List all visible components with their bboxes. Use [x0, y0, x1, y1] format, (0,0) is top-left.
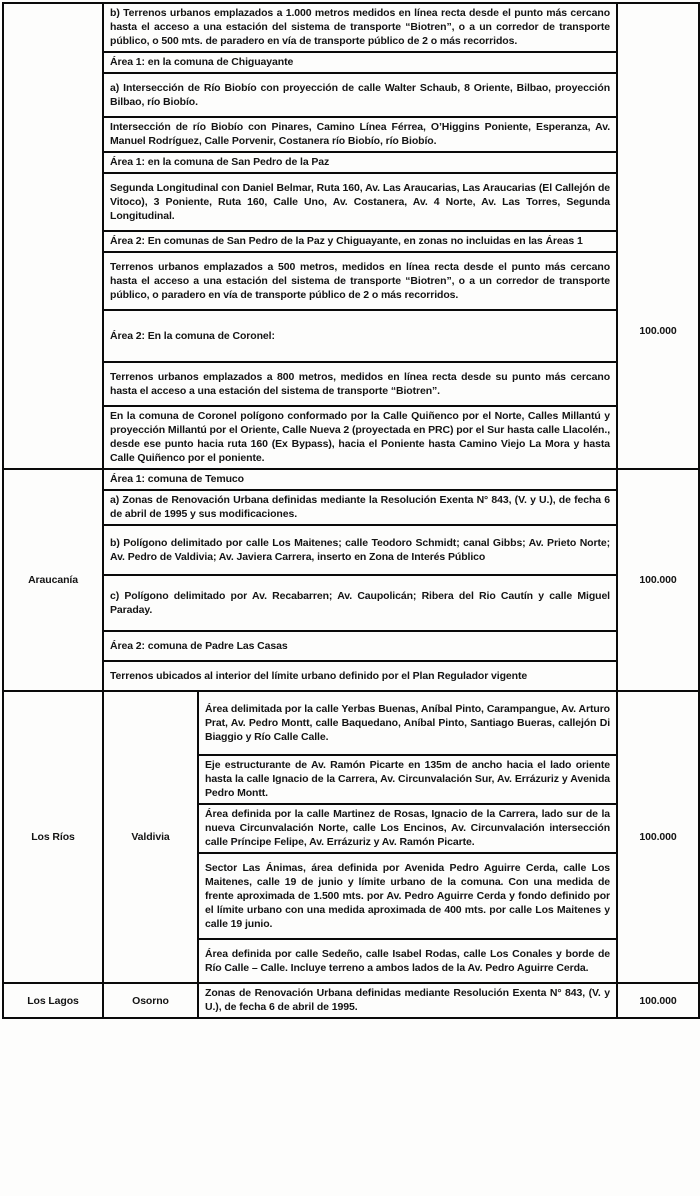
- area-header-cell: Área 2: En la comuna de Coronel:: [103, 310, 617, 362]
- zone-description-cell: a) Intersección de Río Biobío con proyección de calle Walter Schaub, 8 Oriente, Bilbao, proyección Bilbao, río Biobío.: [103, 73, 617, 117]
- zone-description-cell: Terrenos urbanos emplazados a 500 metros, medidos en línea recta desde el punto más cercano hasta el acceso a una estación del sistema de transporte “Biotren”, o a un corredor de transporte público, o paradero en vía de transporte público de 2 o más recorridos.: [103, 252, 617, 310]
- value-cell: 100.000: [617, 983, 699, 1018]
- zone-description-cell: Área delimitada por la calle Yerbas Buenas, Aníbal Pinto, Carampangue, Av. Arturo Prat, Av. Pedro Montt, calle Baquedano, Aníbal Pinto, Santiago Bueras, callejón Di Biaggio y Río Calle Calle.: [198, 691, 617, 755]
- comuna-cell: Osorno: [103, 983, 198, 1018]
- zone-description-cell: b) Terrenos urbanos emplazados a 1.000 metros medidos en línea recta desde el punto más cercano hasta el acceso a una estación del sistema de transporte “Biotren”, o a un corredor de transporte público, o 500 mts. de paradero en vía de transporte público de 2 o más recorridos.: [103, 3, 617, 52]
- area-header-cell: Área 1: comuna de Temuco: [103, 469, 617, 490]
- table-row: [3, 490, 699, 525]
- table-row: [3, 117, 699, 152]
- table-row: [3, 661, 699, 691]
- table-row: [3, 691, 699, 755]
- region-cell: [3, 3, 103, 469]
- zone-description-cell: Eje estructurante de Av. Ramón Picarte en 135m de ancho hacia el lado oriente hasta la calle Ignacio de la Carrera, Av. Circunvalación Sur, Av. Errázuriz y Avenida Pedro Montt.: [198, 755, 617, 804]
- zone-description-cell: Área definida por la calle Martinez de Rosas, Ignacio de la Carrera, lado sur de la nueva Circunvalación Norte, calle Los Encinos, Av. Circunvalación intersección calle Príncipe Felipe, Av. Errázuriz y Av. Ramón Picarte.: [198, 804, 617, 853]
- comuna-cell: Valdivia: [103, 691, 198, 983]
- region-cell: Los Lagos: [3, 983, 103, 1018]
- zone-description-cell: Zonas de Renovación Urbana definidas mediante Resolución Exenta N° 843, (V. y U.), de fecha 6 de abril de 1995.: [198, 983, 617, 1018]
- table-row: [3, 631, 699, 661]
- zone-description-cell: En la comuna de Coronel polígono conformado por la Calle Quiñenco por el Norte, Calles Millantú y proyección Millantú por el Oriente, Calle Nueva 2 (proyectada en PRC) por el Sur hasta calle Llacolén., desde ese punto hacia ruta 160 (Ex Bypass), hacia el Poniente hasta Camino Viejo La Mora y hasta Calle Quiñenco por el poniente.: [103, 406, 617, 469]
- table-row: [3, 252, 699, 310]
- table-row: [3, 525, 699, 575]
- table-row: [3, 173, 699, 231]
- zone-description-cell: c) Polígono delimitado por Av. Recabarren; Av. Caupolicán; Ribera del Rio Cautín y calle Miguel Paraday.: [103, 575, 617, 631]
- table-row: [3, 310, 699, 362]
- table-row: [3, 469, 699, 490]
- area-header-cell: Área 1: en la comuna de Chiguayante: [103, 52, 617, 73]
- zone-description-cell: Terrenos urbanos emplazados a 800 metros, medidos en línea recta desde su punto más cercano hasta el acceso a una estación del sistema de transporte “Biotren”.: [103, 362, 617, 406]
- zone-description-cell: a) Zonas de Renovación Urbana definidas mediante la Resolución Exenta N° 843, (V. y U.), de fecha 6 de abril de 1995 y sus modificaciones.: [103, 490, 617, 525]
- table-row: [3, 983, 699, 1018]
- region-cell: Los Ríos: [3, 691, 103, 983]
- zone-description-cell: Sector Las Ánimas, área definida por Avenida Pedro Aguirre Cerda, calle Los Maitenes, calle 19 de junio y límite urbano de la comuna. Con una medida de frente aproximada de 1.500 mts. por Av. Pedro Aguirre Cerda y fondo definido por el límite urbano con una medida aproximada de 400 mts. por calle Los Maitenes y calle 19 junio.: [198, 853, 617, 939]
- zone-description-cell: Terrenos ubicados al interior del límite urbano definido por el Plan Regulador vigente: [103, 661, 617, 691]
- area-header-cell: Área 2: comuna de Padre Las Casas: [103, 631, 617, 661]
- zone-description-cell: Intersección de río Biobío con Pinares, Camino Línea Férrea, O’Higgins Poniente, Esperanza, Av. Manuel Rodríguez, Calle Porvenir, Costanera río Biobío, río Biobío.: [103, 117, 617, 152]
- table-row: [3, 73, 699, 117]
- table-row: [3, 575, 699, 631]
- zone-description-cell: Segunda Longitudinal con Daniel Belmar, Ruta 160, Av. Las Araucarias, Las Araucarias (El Callejón de Vitoco), 3 Poniente, Ruta 160, Calle Uno, Av. Costanera, Av. 4 Norte, Av. Las Torres, Segunda Longitudinal.: [103, 173, 617, 231]
- area-header-cell: Área 2: En comunas de San Pedro de la Paz y Chiguayante, en zonas no incluidas en las Áreas 1: [103, 231, 617, 252]
- area-header-cell: Área 1: en la comuna de San Pedro de la Paz: [103, 152, 617, 173]
- table-row: [3, 231, 699, 252]
- zone-description-cell: Área definida por calle Sedeño, calle Isabel Rodas, calle Los Conales y borde de Río Calle – Calle. Incluye terreno a ambos lados de la Av. Pedro Aguirre Cerda.: [198, 939, 617, 983]
- table-row: [3, 362, 699, 406]
- zone-description-cell: b) Polígono delimitado por calle Los Maitenes; calle Teodoro Schmidt; canal Gibbs; Av. Prieto Norte; Av. Pedro de Valdivia; Av. Javiera Carrera, inserto en Zona de Interés Público: [103, 525, 617, 575]
- value-cell: 100.000: [617, 469, 699, 691]
- table-row: [3, 406, 699, 469]
- table-row: [3, 52, 699, 73]
- table-row: [3, 152, 699, 173]
- renovation-zones-table: [2, 2, 700, 1019]
- table-row: [3, 3, 699, 52]
- value-cell: 100.000: [617, 3, 699, 469]
- region-cell: Araucanía: [3, 469, 103, 691]
- value-cell: 100.000: [617, 691, 699, 983]
